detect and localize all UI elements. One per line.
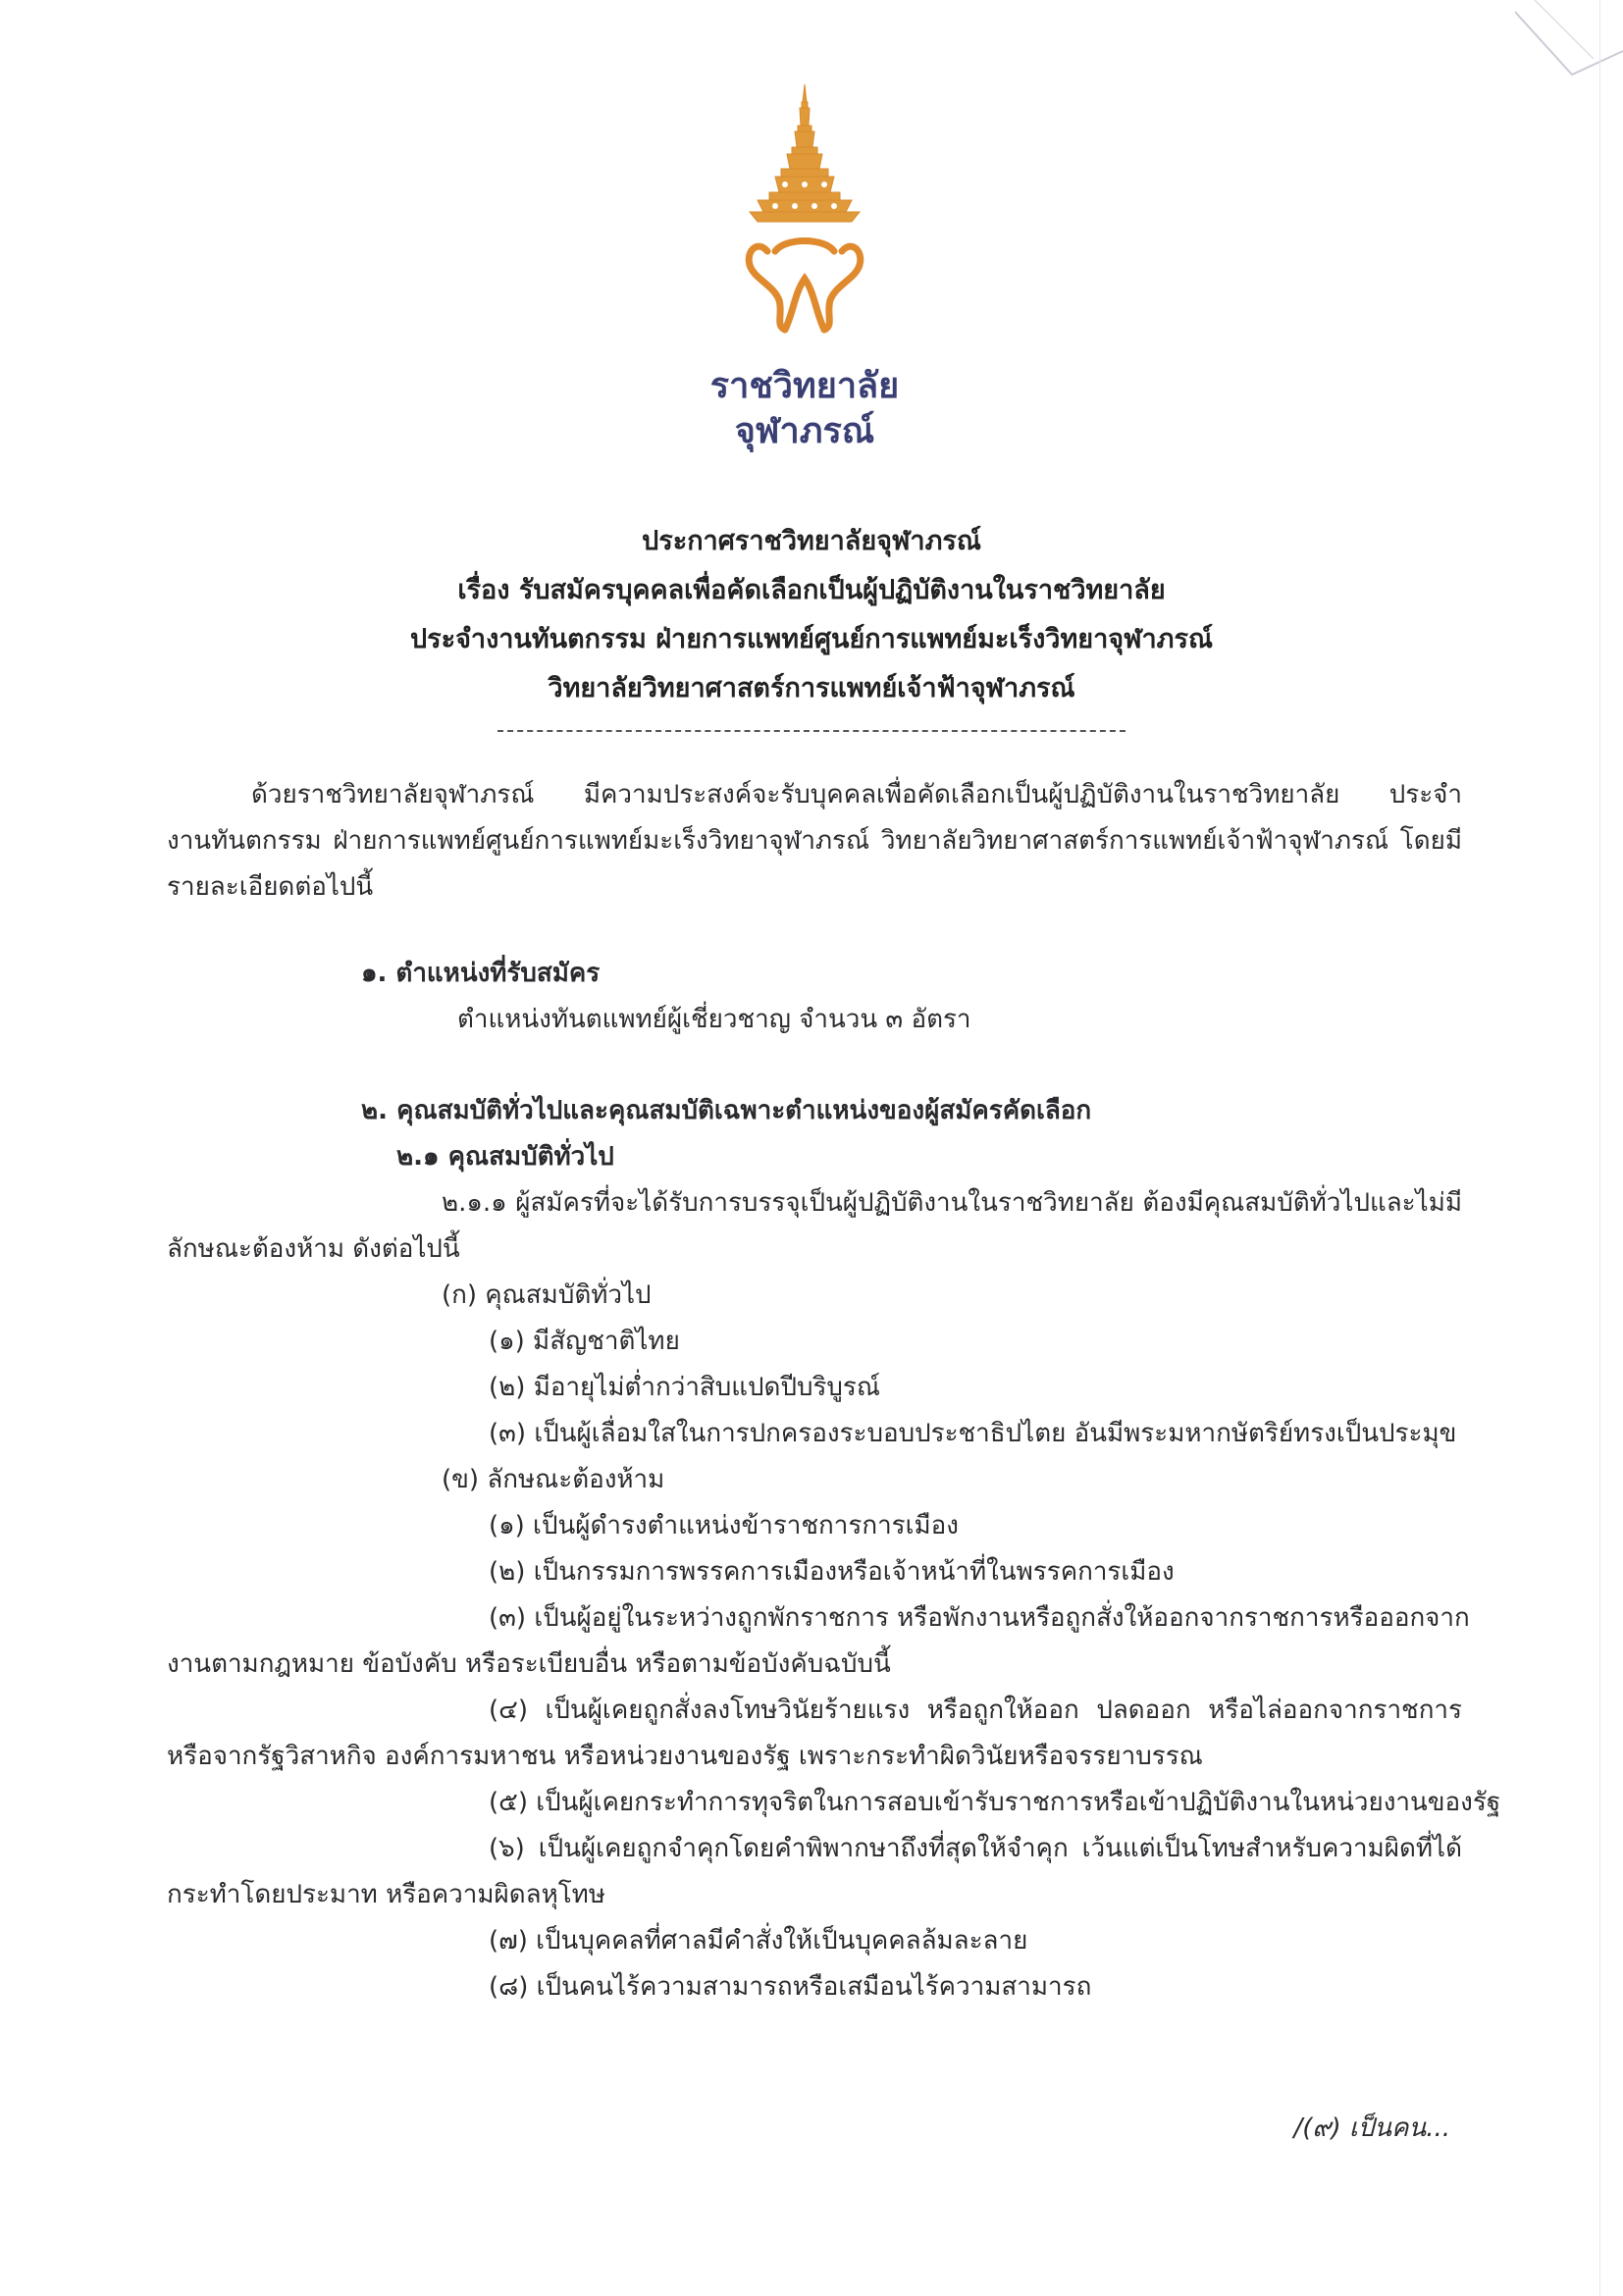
announcement-college: วิทยาลัยวิทยาศาสตร์การแพทย์เจ้าฟ้าจุฬาภรณ์ <box>548 673 1075 704</box>
announcement-department: ประจำงานทันตกรรม ฝ่ายการแพทย์ศูนย์การแพทย์มะเร็งวิทยาจุฬาภรณ์ <box>409 624 1214 654</box>
clause-2-1-1-line-1: ๒.๑.๑ ผู้สมัครที่จะได้รับการบรรจุเป็นผู้ปฏิบัติงานในราชวิทยาลัย ต้องมีคุณสมบัติทั่วไปและไม่มี <box>442 1188 1462 1218</box>
intro-line-2: งานทันตกรรม ฝ่ายการแพทย์ศูนย์การแพทย์มะเร็งวิทยาจุฬาภรณ์ วิทยาลัยวิทยาศาสตร์การแพทย์เจ้าฟ้าจุฬาภรณ์ โดยมี <box>167 826 1462 856</box>
group-b-label: (ข) ลักษณะต้องห้าม <box>442 1465 665 1494</box>
section2-1-heading: ๒.๑ คุณสมบัติทั่วไป <box>396 1142 614 1172</box>
chulabhorn-royal-crown-emblem-icon <box>736 82 873 347</box>
group-a-item-2: (๒) มีอายุไม่ต่ำกว่าสิบแปดปีบริบูรณ์ <box>489 1373 881 1402</box>
section2-heading: ๒. คุณสมบัติทั่วไปและคุณสมบัติเฉพาะตำแหน่งของผู้สมัครคัดเลือก <box>361 1096 1092 1125</box>
position-detail: ตำแหน่งทันตแพทย์ผู้เชี่ยวชาญ จำนวน ๓ อัตรา <box>457 1005 971 1034</box>
group-b-item-4-line-2: หรือจากรัฐวิสาหกิจ องค์การมหาชน หรือหน่วยงานของรัฐ เพราะกระทำผิดวินัยหรือจรรยาบรรณ <box>167 1742 1203 1771</box>
header-divider <box>497 730 1126 732</box>
group-b-item-6-line-1: (๖) เป็นผู้เคยถูกจำคุกโดยคำพิพากษาถึงที่สุดให้จำคุก เว้นแต่เป็นโทษสำหรับความผิดที่ได้ <box>489 1834 1462 1863</box>
intro-line-3: รายละเอียดต่อไปนี้ <box>167 872 374 902</box>
group-b-item-3-line-1: (๓) เป็นผู้อยู่ในระหว่างถูกพักราชการ หรือพักงานหรือถูกสั่งให้ออกจากราชการหรือออกจาก <box>489 1603 1470 1633</box>
org-name-line2: จุฬาภรณ์ <box>734 411 875 451</box>
group-a-item-3: (๓) เป็นผู้เลื่อมใสในการปกครองระบอบประชาธิปไตย อันมีพระมหากษัตริย์ทรงเป็นประมุข <box>489 1419 1457 1448</box>
group-b-item-1: (๑) เป็นผู้ดำรงตำแหน่งข้าราชการการเมือง <box>489 1511 959 1540</box>
group-a-item-1: (๑) มีสัญชาติไทย <box>489 1327 680 1356</box>
intro-line-1: ด้วยราชวิทยาลัยจุฬาภรณ์ มีความประสงค์จะรับบุคคลเพื่อคัดเลือกเป็นผู้ปฏิบัติงานในราชวิทยาลัย ประจำ <box>251 780 1462 809</box>
section1-heading: ๑. ตำแหน่งที่รับสมัคร <box>361 959 601 988</box>
page-edge-line <box>1599 0 1600 2296</box>
group-b-item-8: (๘) เป็นคนไร้ความสามารถหรือเสมือนไร้ความสามารถ <box>489 1972 1092 2002</box>
group-b-item-3-line-2: งานตามกฎหมาย ข้อบังคับ หรือระเบียบอื่น หรือตามข้อบังคับฉบับนี้ <box>167 1649 891 1679</box>
org-name-line1: ราชวิทยาลัย <box>709 366 900 406</box>
group-a-label: (ก) คุณสมบัติทั่วไป <box>442 1280 652 1310</box>
announcement-title: ประกาศราชวิทยาลัยจุฬาภรณ์ <box>642 526 981 556</box>
group-b-item-4-line-1: (๔) เป็นผู้เคยถูกสั่งลงโทษวินัยร้ายแรง หรือถูกให้ออก ปลดออก หรือไล่ออกจากราชการ <box>489 1696 1462 1725</box>
group-b-item-5: (๕) เป็นผู้เคยกระทำการทุจริตในการสอบเข้ารับราชการหรือเข้าปฏิบัติงานในหน่วยงานของรัฐ <box>489 1788 1501 1817</box>
clause-2-1-1-line-2: ลักษณะต้องห้าม ดังต่อไปนี้ <box>167 1234 460 1264</box>
announcement-subject: เรื่อง รับสมัครบุคคลเพื่อคัดเลือกเป็นผู้ปฏิบัติงานในราชวิทยาลัย <box>457 575 1166 605</box>
page-corner-fold <box>1515 0 1623 78</box>
group-b-item-2: (๒) เป็นกรรมการพรรคการเมืองหรือเจ้าหน้าที่ในพรรคการเมือง <box>489 1557 1175 1587</box>
group-b-item-6-line-2: กระทำโดยประมาท หรือความผิดลหุโทษ <box>167 1880 605 1909</box>
page-continuation: /(๙) เป็นคน... <box>1293 2113 1450 2143</box>
group-b-item-7: (๗) เป็นบุคคลที่ศาลมีคำสั่งให้เป็นบุคคลล้มละลาย <box>489 1926 1028 1956</box>
